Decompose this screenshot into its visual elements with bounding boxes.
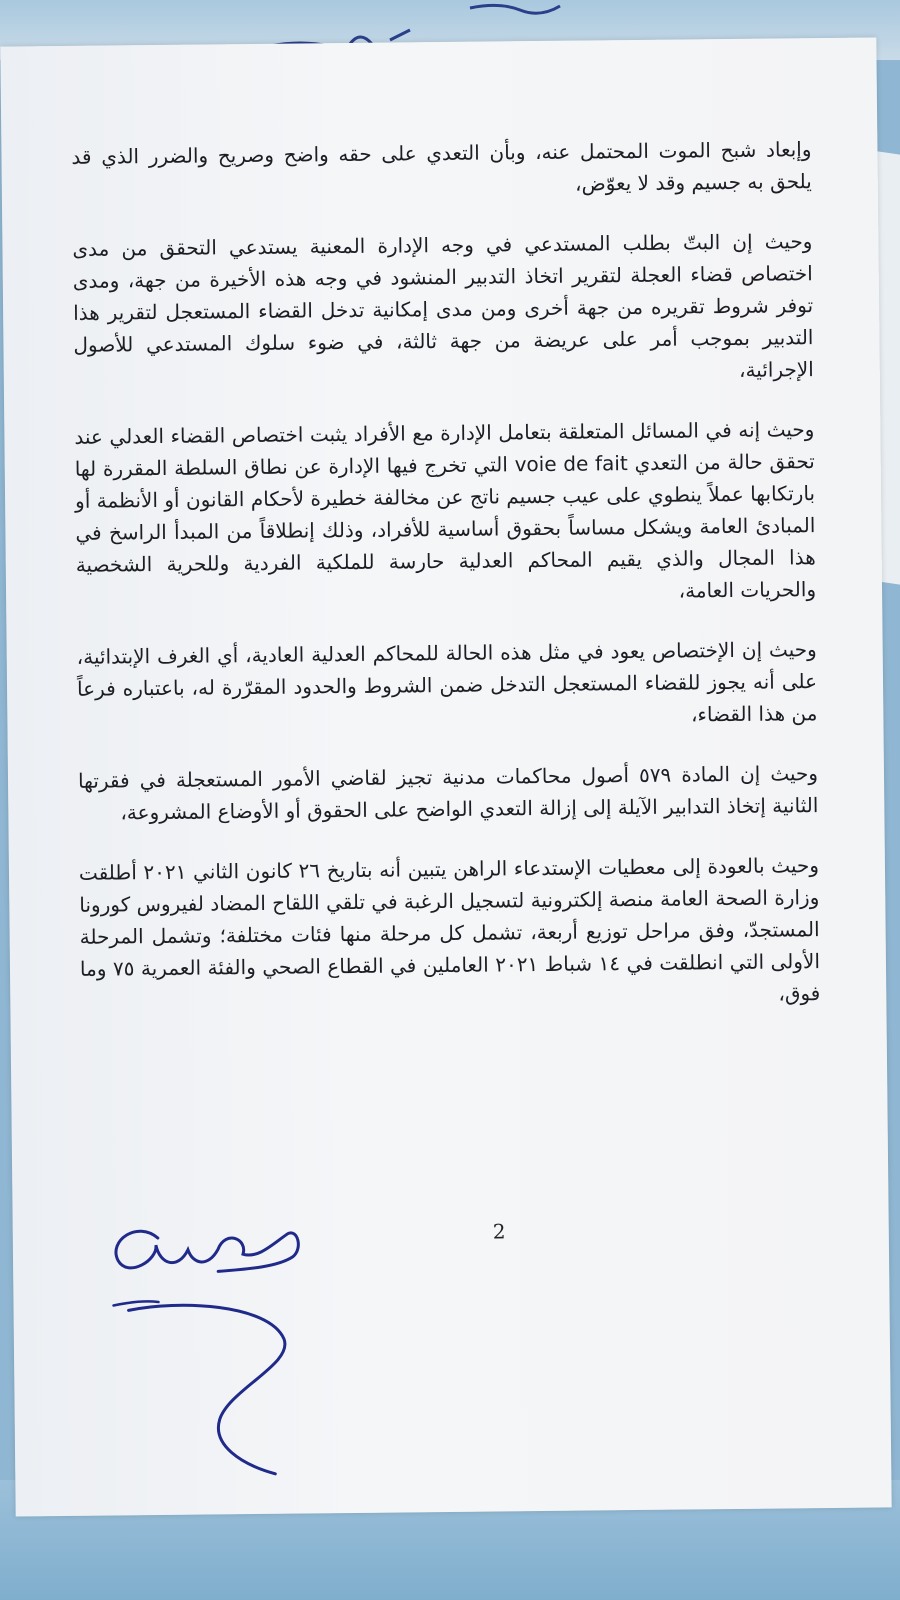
paragraph-6: وحيث بالعودة إلى معطيات الإستدعاء الراهن يتبين أنه بتاريخ ٢٦ كانون الثاني ٢٠٢١ أطلقت وزارة الصحة العامة منصة إلكترونية لتسجيل الرغبة في تلقي اللقاح المضاد لفيروس كورونا المستجدّ، وفق مراحل توزيع أربعة، تشمل كل مرحلة منها فئات مختلفة؛ وتشمل المرحلة الأولى التي انطلقت في ١٤ شباط ٢٠٢١ العاملين في القطاع الصحي والفئة العمرية ٧٥ وما فوق، [78,853,821,1006]
paragraph-2: وحيث إن البتّ بطلب المستدعي في وجه الإدارة المعنية يستدعي التحقق من مدى اختصاص قضاء العجلة لتقرير اتخاذ التدبير المنشود في وجه هذه الأخيرة من جهة، ومدى توفر شروط تقريره من جهة أخرى ومن مدى إمكانية تدخل القضاء المستعجل لتقرير هذا التدبير بموجب أمر على عريضة من جهة ثالثة، في ضوء سلوك المستدعي للأصول الإجرائية، [72,229,814,382]
paragraph-4: وحيث إن الإختصاص يعود في مثل هذه الحالة للمحاكم العدلية العادية، أي الغرف الإبتدائية، على أنه يجوز للقضاء المستعجل التدخل ضمن الشروط والحدود المقرّرة له، باعتباره فرعاً من هذا القضاء، [76,637,818,727]
document-page [0,37,891,1516]
signature [97,1188,340,1490]
paragraph-1: وإبعاد شبح الموت المحتمل عنه، وبأن التعدي على حقه واضح وصريح والضرر الذي قد يلحق به جسيم وقد لا يعوّض، [71,137,812,196]
document-body [71,133,820,1045]
page-number: 2 [492,1219,506,1244]
paragraph-5: وحيث إن المادة ٥٧٩ أصول محاكمات مدنية تجيز لقاضي الأمور المستعجلة في فقرتها الثانية إتخاذ التدابير الآيلة إلى إزالة التعدي الواضح على الحقوق أو الأوضاع المشروعة، [77,761,819,825]
paragraph-3: وحيث إنه في المسائل المتعلقة بتعامل الإدارة مع الأفراد يثبت اختصاص القضاء العدلي عند تحقق حالة من التعدي voie de fait التي تخرج فيها الإدارة عن نطاق السلطة المقررة لها بارتكابها عملاً ينطوي على عيب جسيم ناتج عن مخالفة خطيرة لأحكام القانون أو الأنظمة أو المبادئ العامة ويشكل مساساً بحقوق أساسية للأفراد، وذلك إنطلاقاً من المبدأ الراسخ في هذا المجال والذي يقيم المحاكم العدلية حارسة للملكية الفردية وللحرية الشخصية والحريات العامة، [74,417,817,603]
